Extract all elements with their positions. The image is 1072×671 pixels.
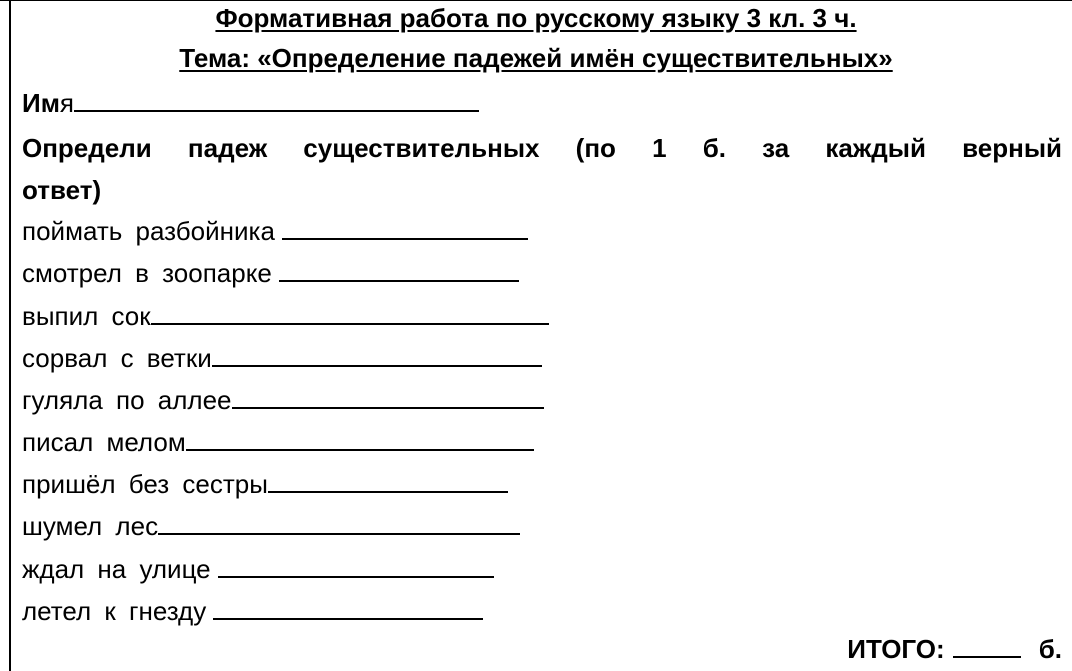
name-field	[22, 86, 479, 119]
exercise-item	[22, 467, 508, 500]
answer-blank[interactable]	[232, 383, 544, 409]
answer-blank[interactable]	[158, 509, 520, 535]
name-label-bold: Им	[22, 88, 60, 118]
total-score	[847, 632, 1062, 665]
exercise-phrase: летел к гнезду	[22, 596, 207, 626]
exercise-phrase: выпил сок	[22, 301, 151, 331]
answer-blank[interactable]	[268, 467, 508, 493]
answer-blank[interactable]	[213, 594, 483, 620]
exercise-phrase: пришёл без сестры	[22, 469, 268, 499]
exercise-phrase: писал мелом	[22, 427, 186, 457]
exercise-phrase: смотрел в зоопарке	[22, 258, 272, 288]
exercise-phrase: сорвал с ветки	[22, 343, 212, 373]
exercise-phrase: ждал на улице	[22, 554, 211, 584]
exercise-phrase: шумел лес	[22, 511, 159, 541]
answer-blank[interactable]	[282, 214, 528, 240]
worksheet-topic: Тема: «Определение падежей имён существительных»	[179, 43, 893, 73]
answer-blank[interactable]	[186, 425, 534, 451]
task-instruction-line2: ответ)	[22, 175, 102, 205]
total-label: ИТОГО:	[847, 634, 945, 664]
exercise-item	[22, 214, 528, 247]
answer-blank[interactable]	[151, 299, 549, 325]
worksheet-title: Формативная работа по русскому языку 3 кл. 3 ч.	[215, 3, 857, 33]
answer-blank[interactable]	[279, 256, 519, 282]
exercise-item	[22, 509, 520, 542]
name-label-rest: я	[59, 88, 75, 118]
exercise-phrase: гуляла по аллее	[22, 385, 232, 415]
answer-blank[interactable]	[212, 341, 542, 367]
exercise-item	[22, 594, 483, 627]
exercise-item	[22, 552, 494, 585]
exercise-item	[22, 425, 534, 458]
total-score-blank[interactable]	[953, 632, 1021, 658]
answer-blank[interactable]	[218, 552, 494, 578]
exercise-item	[22, 383, 544, 416]
name-answer-blank[interactable]	[74, 86, 479, 112]
page-border-top	[0, 0, 1072, 1]
page-border-left	[9, 0, 11, 671]
task-instruction-line1: Определи падеж существительных (по 1 б. за каждый верный	[22, 133, 1062, 163]
exercise-item	[22, 256, 519, 289]
exercise-item	[22, 341, 542, 374]
total-unit: б.	[1038, 634, 1062, 664]
exercise-phrase: поймать разбойника	[22, 216, 275, 246]
exercise-item	[22, 299, 549, 332]
